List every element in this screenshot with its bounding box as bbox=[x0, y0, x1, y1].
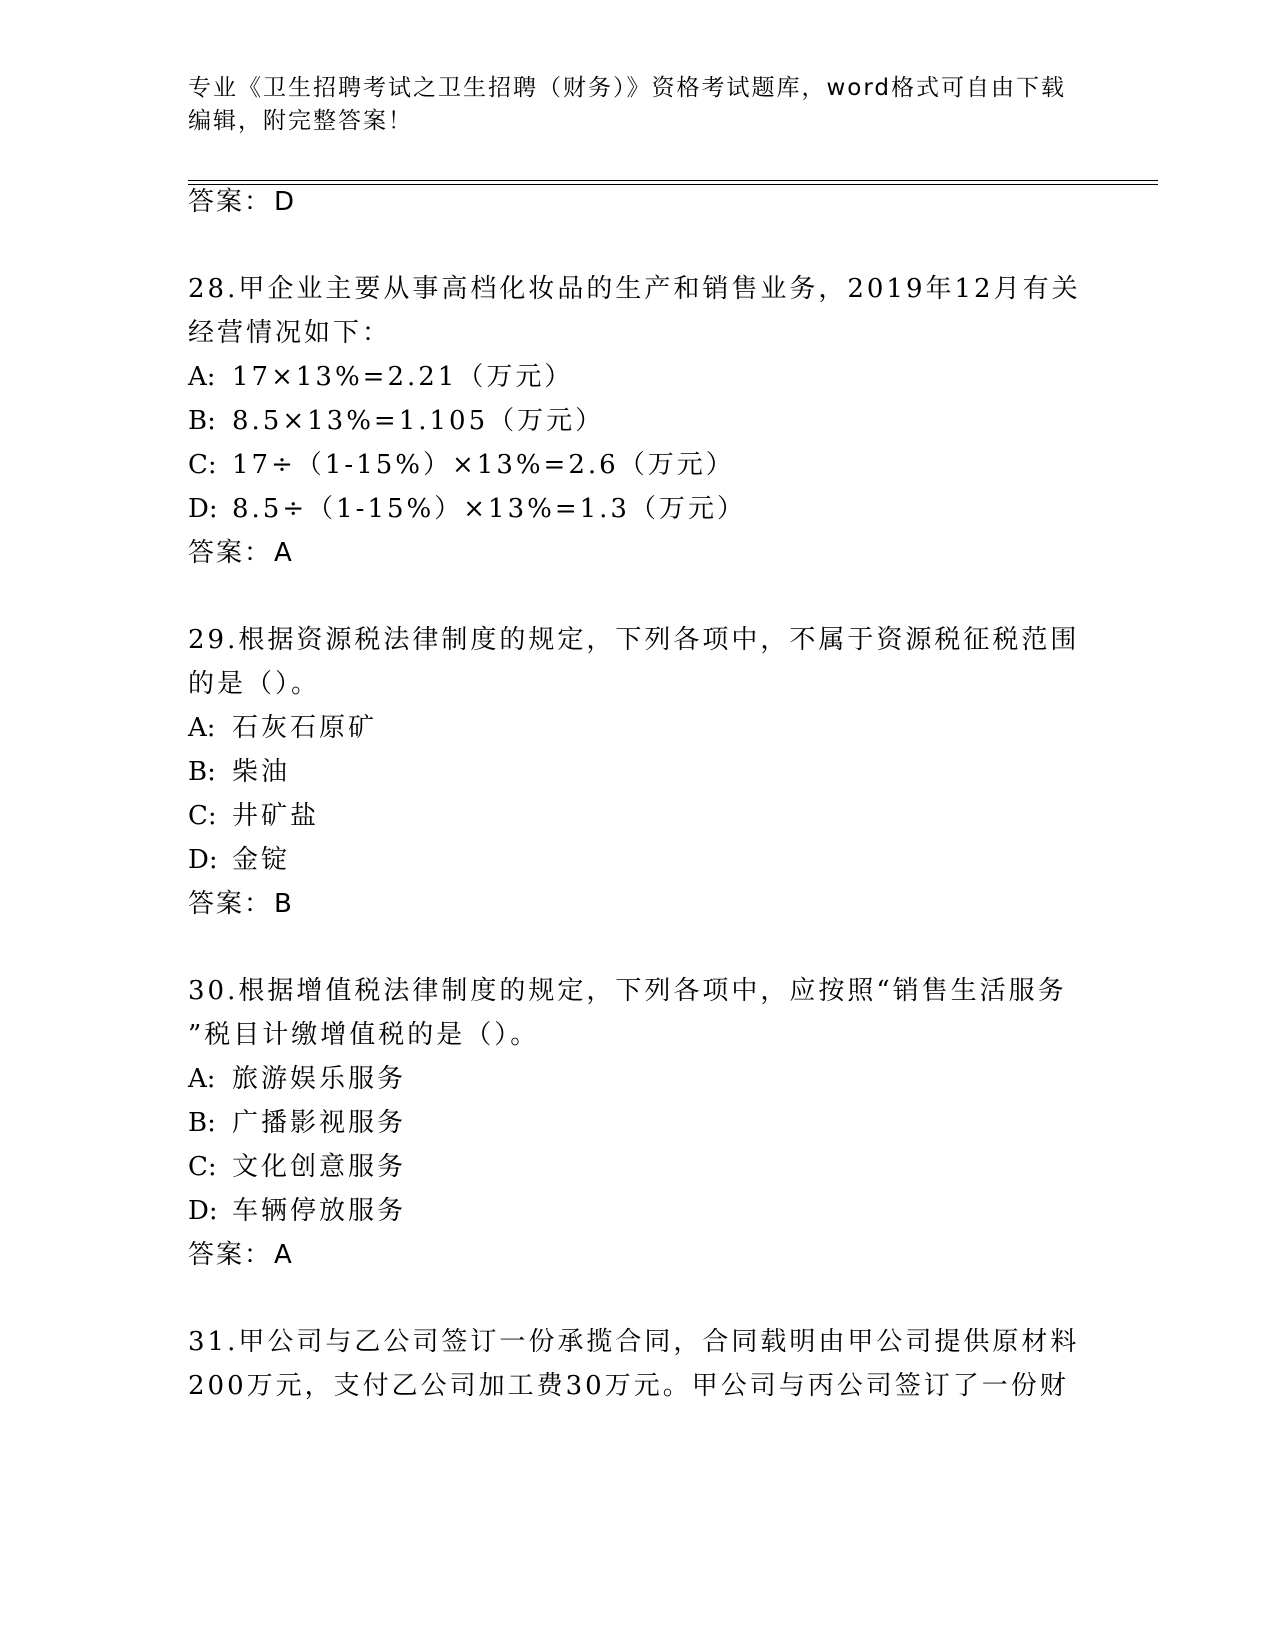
question-29-option-b bbox=[188, 754, 290, 790]
option-text: 石灰石原矿 bbox=[232, 713, 378, 743]
answer-value: A bbox=[274, 538, 294, 568]
answer-label: 答案： bbox=[188, 1240, 273, 1270]
option-key: D: bbox=[188, 1196, 218, 1226]
question-30-option-b bbox=[188, 1105, 406, 1141]
answer-value: B bbox=[274, 889, 294, 919]
question-28-text-line1: 28.甲企业主要从事高档化妆品的生产和销售业务，2019年12月有关 bbox=[188, 274, 1081, 304]
question-29-answer bbox=[188, 886, 294, 922]
question-30-option-d bbox=[188, 1193, 406, 1229]
option-text: 文化创意服务 bbox=[232, 1152, 407, 1182]
answer-label: 答案： bbox=[188, 889, 273, 919]
option-text: 井矿盐 bbox=[232, 801, 320, 831]
option-key: A: bbox=[188, 1064, 216, 1094]
question-28-option-b bbox=[188, 403, 604, 439]
question-29-text-line2: 的是（）。 bbox=[188, 669, 321, 699]
option-key: C: bbox=[188, 450, 217, 480]
option-key: C: bbox=[188, 1152, 217, 1182]
option-text: 广播影视服务 bbox=[232, 1108, 407, 1138]
question-30-answer bbox=[188, 1237, 294, 1273]
answer-label: 答案： bbox=[188, 538, 273, 568]
answer-label: 答案： bbox=[188, 187, 273, 217]
option-key: A: bbox=[188, 362, 216, 392]
header-divider-secondary bbox=[188, 184, 1158, 185]
question-28-text-line2: 经营情况如下： bbox=[188, 318, 392, 348]
header-divider bbox=[188, 180, 1158, 181]
question-30-option-c bbox=[188, 1149, 406, 1185]
question-30-text-line2: ”税目计缴增值税的是（）。 bbox=[188, 1020, 540, 1050]
question-29-option-a bbox=[188, 710, 377, 746]
option-key: C: bbox=[188, 801, 217, 831]
option-text: 旅游娱乐服务 bbox=[232, 1064, 407, 1094]
answer-line bbox=[188, 184, 296, 220]
question-29-option-c bbox=[188, 798, 319, 834]
option-text: 17×13%=2.21（万元） bbox=[232, 362, 574, 392]
option-key: B: bbox=[188, 757, 216, 787]
document-header: 专业《卫生招聘考试之卫生招聘（财务）》资格考试题库，word格式可自由下载编辑，附完整答案！ bbox=[188, 75, 1067, 134]
option-text: 金锭 bbox=[232, 845, 291, 875]
option-key: D: bbox=[188, 494, 218, 524]
question-29-option-d bbox=[188, 842, 290, 878]
question-28-option-c bbox=[188, 447, 735, 483]
question-30-option-a bbox=[188, 1061, 406, 1097]
option-text: 柴油 bbox=[232, 757, 291, 787]
question-28-option-d bbox=[188, 491, 746, 527]
option-text: 8.5×13%=1.105（万元） bbox=[232, 406, 605, 436]
option-key: B: bbox=[188, 1108, 216, 1138]
option-key: B: bbox=[188, 406, 216, 436]
answer-value: A bbox=[274, 1240, 294, 1270]
question-31-text-line2: 200万元，支付乙公司加工费30万元。甲公司与丙公司签订了一份财 bbox=[188, 1371, 1069, 1401]
option-text: 车辆停放服务 bbox=[232, 1196, 407, 1226]
option-text: 17÷（1-15%）×13%=2.6（万元） bbox=[232, 450, 735, 480]
question-28-answer bbox=[188, 535, 294, 571]
question-31-text-line1: 31.甲公司与乙公司签订一份承揽合同，合同载明由甲公司提供原材料 bbox=[188, 1327, 1080, 1357]
answer-value: D bbox=[274, 187, 297, 217]
question-30-text-line1: 30.根据增值税法律制度的规定，下列各项中，应按照“销售生活服务 bbox=[188, 976, 1067, 1006]
question-29-text-line1: 29.根据资源税法律制度的规定，下列各项中，不属于资源税征税范围 bbox=[188, 625, 1080, 655]
option-key: A: bbox=[188, 713, 216, 743]
option-text: 8.5÷（1-15%）×13%=1.3（万元） bbox=[232, 494, 746, 524]
option-key: D: bbox=[188, 845, 218, 875]
question-28-option-a bbox=[188, 359, 573, 395]
